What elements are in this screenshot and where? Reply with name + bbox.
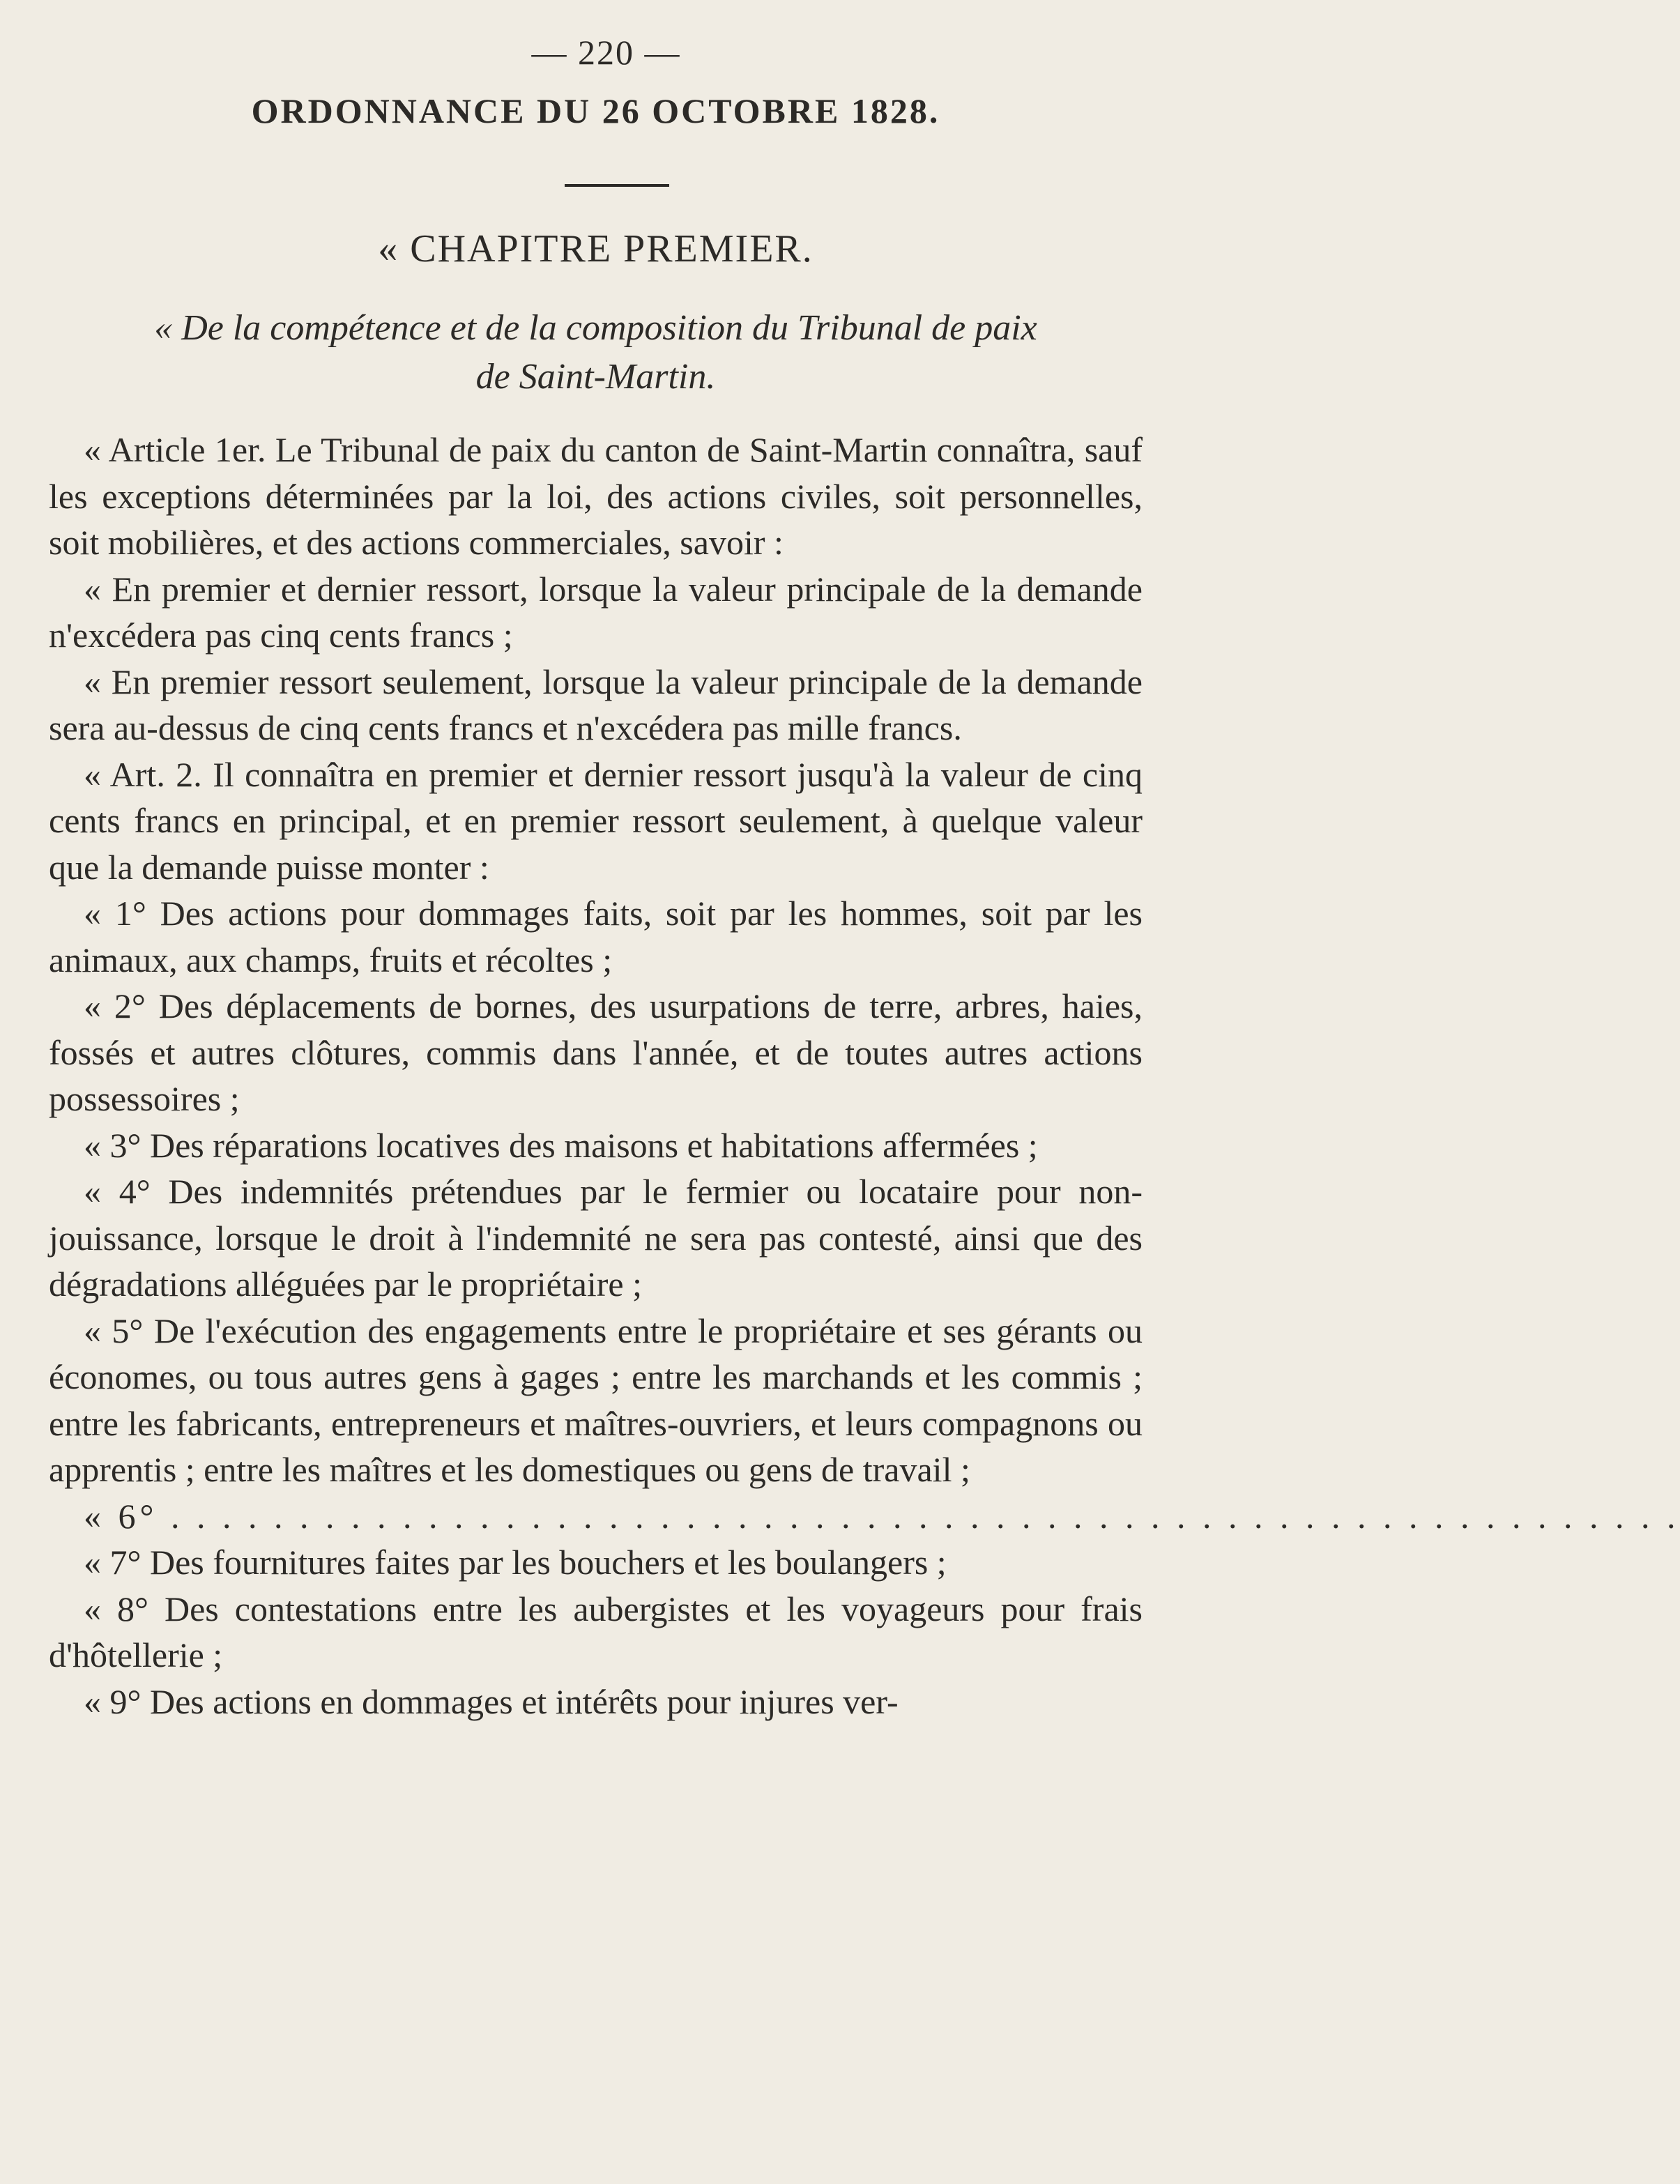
paragraph-item-7: « 7° Des fournitures faites par les bouchers et les boulangers ; xyxy=(84,1543,947,1582)
ordinance-title: ORDONNANCE DU 26 OCTOBRE 1828. xyxy=(251,91,940,130)
chapter-subtitle-line-2: de Saint-Martin. xyxy=(475,357,716,397)
paragraph-item-9: « 9° Des actions en dommages et intérêts pour injures ver- xyxy=(84,1681,899,1721)
paragraph-item-4: « 4° Des indemnités prétendues par le fermier ou locataire pour non-jouissance, lorsque le droit à l'indemnité ne sera pas contesté, ainsi que des dégradations alléguées par le propriétaire ; xyxy=(49,1172,1143,1304)
paragraph-article-1: « Article 1er. Le Tribunal de paix du canton de Saint-Martin connaîtra, sauf les exceptions déterminées par la loi, des actions civiles, soit personnelles, soit mobilières, et des actions commerciales, savoir : xyxy=(49,430,1143,562)
chapter-subtitle-line-1: « De la compétence et de la composition du Tribunal de paix xyxy=(154,308,1037,348)
paragraph-item-6-elided: « 6° . . . . . . . . . . . . . . . . . . . . . . . . . . . . . . . . . . . . . . . . . . . . . . . . . . . . . . . . . . . xyxy=(84,1496,1680,1536)
article-body xyxy=(49,427,1680,1725)
paragraph-item-8: « 8° Des contestations entre les aubergistes et les voyageurs pour frais d'hôtellerie ; xyxy=(49,1589,1143,1674)
paragraph-item-5: « 5° De l'exécution des engagements entre le propriétaire et ses gérants ou économes, ou tous autres gens à gages ; entre les marchands et les commis ; entre les fabricants, entrepreneurs et maîtres-ouvriers, et leurs compagnons ou apprentis ; entre les maîtres et les domestiques ou gens de travail ; xyxy=(49,1311,1143,1489)
chapter-heading: « CHAPITRE PREMIER. xyxy=(378,227,814,270)
chapter-subtitle xyxy=(49,304,1143,402)
page-number: — 220 — xyxy=(531,33,681,72)
paragraph-article-2: « Art. 2. Il connaîtra en premier et dernier ressort jusqu'à la valeur de cinq cents francs en principal, et en premier ressort seulement, à quelque valeur que la demande puisse monter : xyxy=(49,754,1143,887)
paragraph-item-1: « 1° Des actions pour dommages faits, soit par les hommes, soit par les animaux, aux champs, fruits et récoltes ; xyxy=(49,894,1143,979)
paragraph-first-last-resort: « En premier et dernier ressort, lorsque la valeur principale de la demande n'excédera pas cinq cents francs ; xyxy=(49,569,1143,655)
paragraph-first-resort-only: « En premier ressort seulement, lorsque la valeur principale de la demande sera au-dessus de cinq cents francs et n'excédera pas mille francs. xyxy=(49,662,1143,747)
paragraph-item-2: « 2° Des déplacements de bornes, des usurpations de terre, arbres, haies, fossés et autres clôtures, commis dans l'année, et de toutes autres actions possessoires ; xyxy=(49,986,1143,1118)
title-divider xyxy=(565,184,669,187)
paragraph-item-3: « 3° Des réparations locatives des maisons et habitations affermées ; xyxy=(84,1125,1038,1165)
